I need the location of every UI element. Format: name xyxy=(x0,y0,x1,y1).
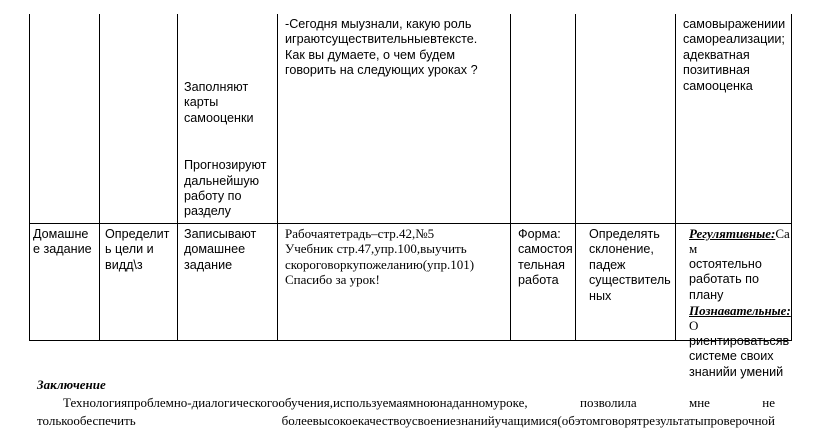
cell-text: тельная xyxy=(518,257,565,272)
cell-text: Домашне xyxy=(33,227,89,241)
cell-text: карты xyxy=(184,95,219,110)
cell-text: ных xyxy=(589,288,612,303)
cell-text: говорить на следующих уроках ? xyxy=(285,63,478,78)
cell-text: существитель xyxy=(589,273,671,288)
cell-text: Определит xyxy=(105,227,170,241)
cell-text xyxy=(689,303,792,334)
table-divider xyxy=(277,14,278,341)
conclusion-paragraph-line xyxy=(37,413,775,429)
cell-text: О xyxy=(689,318,699,334)
cell-text: е задание xyxy=(33,242,92,257)
cell-text: Заполняют xyxy=(184,80,249,94)
cell-text: работу по xyxy=(184,189,242,204)
paragraph-text: позволила xyxy=(579,395,637,410)
cell-text: задание xyxy=(184,257,233,272)
cell-uud xyxy=(689,226,792,380)
paragraph-text: толькообеспечить xyxy=(37,413,136,428)
cell-text: -Сегодня мыузнали, какую роль xyxy=(285,17,472,31)
cell-text: играютсуществительныевтексте. xyxy=(285,32,478,47)
cell-text: Прогнозируют xyxy=(184,158,267,173)
cell-personal-results xyxy=(683,17,791,94)
table-divider xyxy=(177,14,178,341)
cell-text xyxy=(689,226,792,257)
regulatory-label: Регулятивные: xyxy=(689,226,776,241)
cell-text: Форма: xyxy=(518,227,561,241)
cell-text: самооценка xyxy=(683,78,753,93)
lesson-table xyxy=(29,14,816,379)
cell-work-form xyxy=(518,227,575,289)
paragraph-text: мне xyxy=(688,395,710,410)
cell-text: скороговоркупожеланию(упр.101) xyxy=(285,256,475,272)
cell-text: Учебник стр.47,упр.100,выучить xyxy=(285,241,467,257)
cell-text: знанийи умений xyxy=(689,364,784,379)
paragraph-text: не xyxy=(762,395,775,410)
cell-text: остоятельно xyxy=(689,256,762,271)
conclusion-heading: Заключение xyxy=(37,377,106,392)
table-border-bottom xyxy=(29,340,792,341)
cell-text: самооценки xyxy=(184,110,254,125)
cell-text: Сам xyxy=(689,226,790,257)
cell-text: риентироватьсяв xyxy=(689,333,790,348)
conclusion-paragraph-line xyxy=(63,395,775,411)
cell-subject-results xyxy=(589,227,675,304)
table-divider xyxy=(510,14,511,341)
paragraph-text: Технологияпроблемно-диалогическогообучения,используемаямноюнаданномуроке, xyxy=(63,395,528,410)
cell-teacher-activity xyxy=(105,227,177,273)
cell-text: системе своих xyxy=(689,349,774,364)
table-border-left xyxy=(29,14,30,341)
cell-text: самореализации; xyxy=(683,32,785,47)
cell-text: работа xyxy=(518,273,559,288)
paragraph-text: болеевысокоекачествоусвоениезнанийучащимися(обэтомговорятрезультатыпроверочной xyxy=(281,413,775,428)
cell-spacer xyxy=(184,126,276,142)
table-row-divider xyxy=(29,223,792,224)
table-divider xyxy=(675,14,676,341)
cell-text: ь цели и xyxy=(105,242,154,257)
cell-self-assessment xyxy=(184,80,276,220)
cell-text: Спасибо за урок! xyxy=(285,272,380,288)
cell-text: Как вы думаете, о чем будем xyxy=(285,47,456,62)
cell-text: дальнейшую xyxy=(184,173,260,188)
table-divider xyxy=(575,14,576,341)
cell-text: склонение, xyxy=(589,242,654,257)
cell-text: самостоя xyxy=(518,242,573,257)
cell-text: адекватная xyxy=(683,47,750,62)
cell-stage-homework xyxy=(33,227,99,258)
cell-text: Определять xyxy=(589,227,660,241)
cell-text: Записывают xyxy=(184,227,257,241)
cognitive-label: Познавательные: xyxy=(689,303,791,319)
cell-reflection xyxy=(285,17,509,79)
cell-homework-content xyxy=(285,226,509,288)
cell-student-activity xyxy=(184,227,276,273)
cell-text: самовыражениии xyxy=(683,17,786,31)
cell-spacer xyxy=(184,142,276,158)
cell-text: позитивная xyxy=(683,63,750,78)
cell-text: разделу xyxy=(184,204,231,219)
cell-text: домашнее xyxy=(184,242,246,257)
table-divider xyxy=(99,14,100,341)
cell-text: работать по плану xyxy=(689,272,759,302)
cell-text: падеж xyxy=(589,257,626,272)
cell-text: видд\з xyxy=(105,257,143,272)
cell-text: Рабочаятетрадь–стр.42,№5 xyxy=(285,226,435,241)
